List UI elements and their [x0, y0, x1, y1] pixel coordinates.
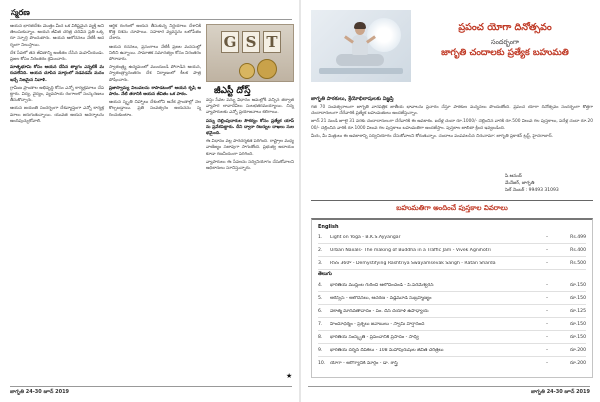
book-price: Rs.500: [570, 261, 586, 266]
right-page: [301, 0, 600, 402]
book-row: [318, 332, 586, 343]
coin-icon: [239, 63, 255, 79]
dash: –: [545, 335, 549, 340]
row-separator: [318, 256, 586, 257]
book-row: [318, 345, 586, 356]
book-title: భారతీయ సంస్కృతి - ప్రపంచానికి ప్రసాదం - సాధ్వి: [330, 334, 419, 340]
row-separator: [318, 330, 586, 331]
signature-role: మేనేజర్, జాగృతి: [505, 181, 535, 186]
book-title: ఆరెస్సెస్ - ఆలోచనలు, ఆచరణ - వడ్లమూడి సుబ్రహ్మణ్యం: [330, 295, 432, 301]
book-row: [318, 358, 586, 369]
dash: –: [545, 248, 549, 253]
dash: –: [545, 322, 549, 327]
gst-letter-blocks: [221, 31, 281, 53]
paragraph: ఆయన జయంతి సందర్భంగా దేశవ్యాప్తంగా ఎన్నో కార్యక్రమాలు జరుగుతున్నాయి. యువత ఆయన ఆదర్శాలను అందిపుచ్చుకోవాలి.: [10, 106, 104, 124]
article-column-1: [10, 24, 104, 127]
book-price: రూ.200: [569, 360, 586, 366]
row-separator: [318, 243, 586, 244]
book-row: [318, 319, 586, 330]
row-separator: [318, 356, 586, 357]
book-row: [318, 280, 586, 291]
paragraph-bold: ప్రజాస్వామ్య విలువలను కాపాడటంలో ఆయన కృషి అపారం. నేటి తరానికి ఆయన జీవితం ఒక పాఠం.: [109, 85, 201, 98]
paragraph: ఆయన స్మృతి చిహ్నాలు దేశంలోని అనేక ప్రాంతాల్లో నెలకొల్పబడ్డాయి. ప్రతి సంవత్సరం ఆయనను స్మరించుకుంటాం.: [109, 100, 201, 118]
signature-phone: సెల్ నెంబర్ : 99493 31093: [505, 188, 559, 193]
book-number: 4.: [318, 283, 323, 288]
book-title: Urban Naxals- The making of Buddha in a Traffic Jam - Vivek Agnihotri: [330, 248, 491, 253]
book-title: హిందూధర్మం - ప్రశ్నలు జవాబులు - స్వామి హర్షానంద: [330, 321, 425, 327]
headline-sub: సందర్భంగా: [491, 38, 519, 46]
figure-hair: [354, 22, 366, 29]
row-separator: [318, 343, 586, 344]
book-number: 6.: [318, 309, 323, 314]
headline-secondary: జాగృతి చందాలకు ప్రత్యేక బహుమతి: [441, 48, 569, 58]
paragraph: వ్యాపారులు ఈ సేవలను సద్వినియోగం చేసుకోవాలని అధికారులు సూచిస్తున్నారు.: [206, 159, 294, 172]
dash: –: [545, 348, 549, 353]
figure-legs: [336, 54, 384, 66]
book-title: Light on Yoga - B.K.S.Ayyangar: [330, 235, 401, 240]
paragraph: గత 70 సంవత్సరాలుగా జాగృతి వారపత్రిక జాతీయ భావాలను ప్రచారం చేస్తూ పాఠకుల మన్ననలు పొందుతోంది. ప్రపంచ యోగా దినోత్సవం సందర్భంగా కొత్తగా చందాదారులుగా చేరేవారికి ప్రత్యేక బహుమతులు అందజేస్తున్నాం.: [311, 105, 593, 117]
book-price: రూ.150: [569, 321, 586, 327]
left-page: [0, 0, 299, 402]
book-number: 3.: [318, 261, 323, 266]
group-label-telugu: తెలుగు: [318, 271, 332, 277]
book-row: [318, 245, 586, 256]
paragraph: ఆయన రచనలు, ప్రసంగాలు నేటికీ ప్రజల మనసుల్లో నిలిచి ఉన్నాయి. సామాజిక సమానత్వం కోసం నిరంతరం పోరాడారు.: [109, 44, 201, 63]
book-number: 9.: [318, 348, 323, 353]
paragraph: దేశ సేవలో తన జీవితాన్ని అంకితం చేసిన మహనీయుడు. ప్రజల కోసం నిరంతరం శ్రమించారు.: [10, 50, 104, 63]
books-list: [311, 218, 593, 378]
figure-torso: [352, 35, 368, 55]
book-price: రూ.150: [569, 282, 586, 288]
book-row: [318, 306, 586, 317]
book-row: [318, 293, 586, 304]
dash: –: [545, 235, 549, 240]
gst-letter: T: [263, 31, 281, 53]
end-star-icon: ★: [286, 372, 293, 380]
book-price: Rs.400: [570, 248, 586, 253]
paragraph: గ్రామీణ ప్రాంతాల అభివృద్ధి కోసం ఎన్నో కార్యక్రమాలు చేపట్టారు. విద్య, వైద్యం, వ్యవసాయ రంగాలలో సంస్కరణలు తీసుకొచ్చారు.: [10, 85, 104, 104]
gst-heading: జీఎస్టీ దోస్త్: [214, 86, 251, 96]
body-subheading: జాగృతి పాఠకులు, శ్రేయోభిలాషులకు విజ్ఞప్తి: [311, 96, 394, 102]
paragraph-bold: పన్ను చెల్లింపుదారుల సౌకర్యం కోసం ప్రత్యేక యాప్ ను ప్రవేశపెట్టారు. దీని ద్వారా రిటర్నుల దాఖలు సులభమైంది.: [206, 118, 294, 137]
dash: –: [545, 283, 549, 288]
row-separator: [318, 291, 586, 292]
book-price: రూ.125: [569, 308, 586, 314]
book-title: భారతీయ ముస్లింల గురించి ఆలోచించండి - పి.పరమేశ్వరన్: [330, 282, 434, 288]
row-separator: [318, 304, 586, 305]
gst-letter: G: [221, 31, 239, 53]
group-label-english: English: [318, 224, 339, 230]
headline-main: ప్రపంచ యోగా దినోత్సవం: [458, 22, 552, 33]
book-number: 1.: [318, 235, 323, 240]
gst-photo: [206, 24, 294, 82]
paragraph-bold: మాతృభూమి కోసం ఆయన చేసిన త్యాగం ఎన్నటికీ మరువలేనిది. ఆయన చూపిన మార్గంలో నడవడమే మనం ఇచ్చే నిజమైన నివాళి.: [10, 65, 104, 83]
book-title: యోగా - ఆరోగ్యానికి మార్గం - డా. శాస్త్రి: [330, 360, 398, 366]
dash: –: [545, 296, 549, 301]
paragraph: జూన్ 21 నుండి జూలై 31 వరకు చందాదారులుగా చేరేవారికి ఈ అవకాశం. ఐదేళ్ల చందా రూ.1000/- చెల్లించిన వారికి రూ.500 విలువ గల పుస్తకాలు, పదేళ్ల చందా రూ.2000/- చెల్లించిన వారికి రూ.1000 విలువ గల పుస్తకాలు బహుమతిగా అందజేస్తాం. పుస్తకాల జాబితా క్రింద ఇవ్వబడింది.: [311, 119, 593, 131]
dash: –: [545, 361, 549, 366]
paragraph: వస్తు సేవల పన్ను విధానం అమల్లోకి వచ్చిన తర్వాత వ్యాపార లావాదేవీలు సులభతరమయ్యాయి. చిన్న వ్యాపారులకు ఎన్నో ప్రయోజనాలు కలిగాయి.: [206, 98, 294, 116]
book-title: RSS 360º - Demystifying Rashtriya Swayamsevak Sangh - Ratan Sharda: [330, 261, 496, 266]
section-tag: స్మరణ: [11, 8, 30, 17]
dash: –: [545, 261, 549, 266]
book-title: ఏకాత్మ మానవతావాదం - పం. దీన్ దయాళ్ ఉపాధ్యాయ: [330, 308, 429, 314]
signature-name: పి.ఆనంద్: [505, 174, 522, 179]
book-price: రూ.150: [569, 295, 586, 301]
yoga-mat: [319, 68, 403, 74]
signature-block: [505, 173, 593, 194]
book-price: రూ.150: [569, 334, 586, 340]
book-number: 8.: [318, 335, 323, 340]
yoga-photo: [311, 10, 411, 82]
paragraph: ఆర్థిక రంగంలో ఆయన తీసుకున్న నిర్ణయాలు దేశానికి కొత్త దిశను చూపాయి. సహకార వ్యవస్థను బలోపేతం చేశారు.: [109, 24, 201, 42]
page-footer-right: జాగృతి 24-30 జూన్ 2019: [308, 386, 590, 396]
book-price: Rs.499: [570, 235, 586, 240]
article-column-2: [109, 24, 201, 121]
book-number: 7.: [318, 322, 323, 327]
dash: –: [545, 309, 549, 314]
section-divider: [311, 200, 593, 201]
book-number: 10.: [318, 361, 326, 366]
book-price: రూ.200: [569, 347, 586, 353]
paragraph: ఈ విధానం వల్ల పారదర్శకత పెరిగింది. రాష్ట్రాల మధ్య వాణిజ్యం సజావుగా సాగుతోంది. ప్రభుత్వ ఆదాయం కూడా గణనీయంగా పెరిగింది.: [206, 139, 294, 157]
announcement-body: [311, 96, 593, 142]
paragraph: మీరు, మీ మిత్రులు ఈ అవకాశాన్ని సద్వినియోగం చేసుకోవాలని కోరుతున్నాం. చందాలు పంపవలసిన చిరునామా: జాగృతి ప్రకాశన్ ట్రస్ట్, హైదరాబాద్.: [311, 133, 554, 139]
book-number: 5.: [318, 296, 323, 301]
book-row: [318, 258, 586, 269]
row-separator: [318, 317, 586, 318]
sun-glow: [367, 18, 401, 52]
article-column-3: [206, 98, 294, 174]
book-title: భారతీయ దర్శన దీపికలు - 108 మహాపురుషుల జీవిత చరిత్రలు: [330, 347, 444, 353]
section-rule: [10, 19, 292, 20]
gst-letter: S: [242, 31, 260, 53]
paragraph: ఆయన భారతదేశం మొత్తం మీద ఒక విశిష్టమైన వ్యక్తి అని తెలుసుకున్నాం. ఆయన జీవిత చరిత్ర చదివిన ప్రతి ఒక్కరూ స్ఫూర్తి పొందుతారు. ఆయన ఆలోచనలు నేటికీ ఆదర్శంగా నిలుస్తాయి.: [10, 24, 104, 48]
page-footer-left: జాగృతి 24-30 జూన్ 2019: [10, 386, 292, 396]
paragraph: స్వాతంత్ర్య ఉద్యమంలో ముందుండి పోరాడిన ఆయన, స్వాతంత్ర్యానంతరం దేశ నిర్మాణంలో కీలక పాత్ర పోషించారు.: [109, 65, 201, 83]
book-number: 2.: [318, 248, 323, 253]
coin-icon: [257, 59, 277, 79]
book-row: [318, 232, 586, 243]
row-separator: [318, 269, 586, 270]
books-title: బహుమతిగా అందించే పుస్తకాల వివరాలు: [396, 204, 508, 212]
